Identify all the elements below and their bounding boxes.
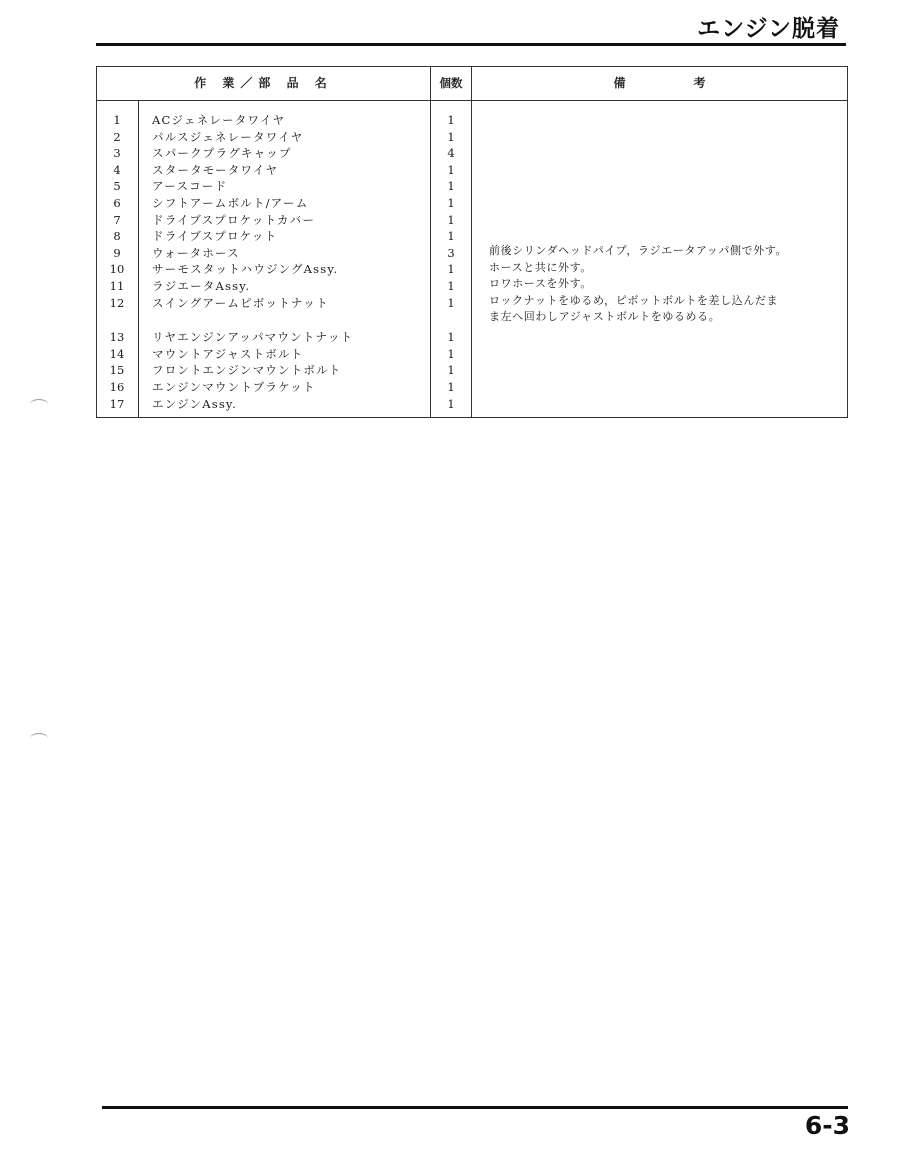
column-header-remarks	[472, 67, 847, 100]
table-row	[97, 261, 472, 278]
row-qty: 1	[447, 195, 455, 210]
table-row	[97, 329, 472, 346]
table-row	[97, 278, 472, 295]
row-part-name: エンジンマウントブラケット	[152, 379, 316, 394]
remark-line: ホースと共に外す。	[489, 260, 592, 274]
row-qty: 1	[447, 229, 455, 244]
row-number: 10	[109, 262, 125, 277]
row-qty: 1	[447, 295, 455, 310]
row-part-name: マウントアジャストボルト	[152, 346, 304, 361]
row-qty: 1	[447, 179, 455, 194]
row-number: 17	[109, 396, 125, 411]
row-part-name: エンジンAssy.	[152, 396, 237, 411]
remark-line: ロックナットをゆるめ，ピボットボルトを差し込んだま	[489, 293, 779, 307]
row-qty: 1	[447, 363, 455, 378]
row-part-name: ドライブスプロケット	[152, 229, 278, 244]
page-title: エンジン脱着	[697, 16, 840, 42]
row-part-name: ラジエータAssy.	[152, 278, 251, 293]
row-part-name: シフトアームボルト/アーム	[152, 195, 309, 210]
column-header-remarks-char-1: 備	[613, 76, 626, 90]
row-number: 7	[113, 212, 121, 227]
row-part-name: フロントエンジンマウントボルト	[152, 363, 342, 378]
row-qty: 4	[447, 146, 455, 161]
row-part-name: ACジェネレータワイヤ	[152, 113, 286, 127]
remarks-block	[489, 243, 839, 326]
row-qty: 1	[447, 330, 455, 345]
column-header-remarks-char-2: 考	[693, 76, 706, 90]
row-part-name: ウォータホース	[152, 245, 240, 260]
parts-table	[96, 66, 848, 418]
row-qty: 3	[447, 245, 455, 260]
row-number: 9	[113, 245, 121, 260]
row-number: 12	[109, 295, 125, 310]
row-part-name: スタータモータワイヤ	[152, 162, 279, 177]
table-row	[97, 212, 472, 229]
table-row	[97, 178, 472, 195]
table-row	[97, 112, 472, 129]
row-qty: 1	[447, 162, 455, 177]
remark-line: ロワホースを外す。	[489, 277, 592, 291]
table-row	[97, 195, 472, 212]
row-number: 5	[113, 179, 121, 194]
footer-rule	[102, 1106, 848, 1109]
row-number: 1	[113, 113, 121, 127]
table-row	[97, 162, 472, 179]
row-qty: 1	[447, 379, 455, 394]
row-qty: 1	[447, 278, 455, 293]
row-number: 11	[109, 278, 125, 293]
row-number: 4	[113, 162, 121, 177]
row-qty: 1	[447, 113, 455, 127]
table-row	[97, 396, 472, 413]
row-part-name: スパークプラグキャップ	[152, 146, 292, 161]
row-part-name: サーモスタットハウジングAssy.	[152, 262, 339, 277]
row-part-name: スイングアームピボットナット	[152, 295, 329, 310]
title-rule	[96, 43, 846, 46]
binder-hole-mark	[30, 733, 48, 744]
row-number: 8	[113, 229, 121, 244]
table-row	[97, 145, 472, 162]
remark-line: 前後シリンダヘッドパイプ，ラジエータアッパ側で外す。	[489, 244, 788, 257]
row-qty: 1	[447, 262, 455, 277]
table-row	[97, 362, 472, 379]
row-number: 6	[113, 195, 121, 210]
row-qty: 1	[447, 396, 455, 411]
row-qty: 1	[447, 212, 455, 227]
row-qty: 1	[447, 129, 455, 144]
row-qty: 1	[447, 346, 455, 361]
row-number: 13	[109, 330, 125, 345]
table-row	[97, 228, 472, 245]
column-header-name: 作 業／部 品 名	[194, 76, 333, 90]
row-number: 3	[113, 146, 121, 161]
row-part-name: リヤエンジンアッパマウントナット	[152, 330, 354, 345]
row-number: 2	[113, 129, 121, 144]
row-number: 15	[109, 363, 125, 378]
row-part-name: ドライブスプロケットカバー	[152, 212, 316, 227]
row-part-name: パルスジェネレータワイヤ	[152, 129, 304, 144]
row-number: 14	[109, 346, 125, 361]
row-number: 16	[109, 379, 125, 394]
table-row	[97, 245, 472, 262]
remark-line: ま左へ回わしアジャストボルトをゆるめる。	[489, 310, 721, 324]
table-row	[97, 379, 472, 396]
column-header-qty: 個数	[439, 76, 463, 90]
binder-hole-mark	[30, 399, 48, 410]
parts-rows	[97, 112, 472, 412]
table-row	[97, 346, 472, 363]
table-row	[97, 129, 472, 146]
table-row	[97, 295, 472, 312]
header-divider	[97, 100, 847, 101]
row-part-name: アースコード	[152, 179, 228, 194]
page-number: 6-3	[804, 1111, 850, 1140]
